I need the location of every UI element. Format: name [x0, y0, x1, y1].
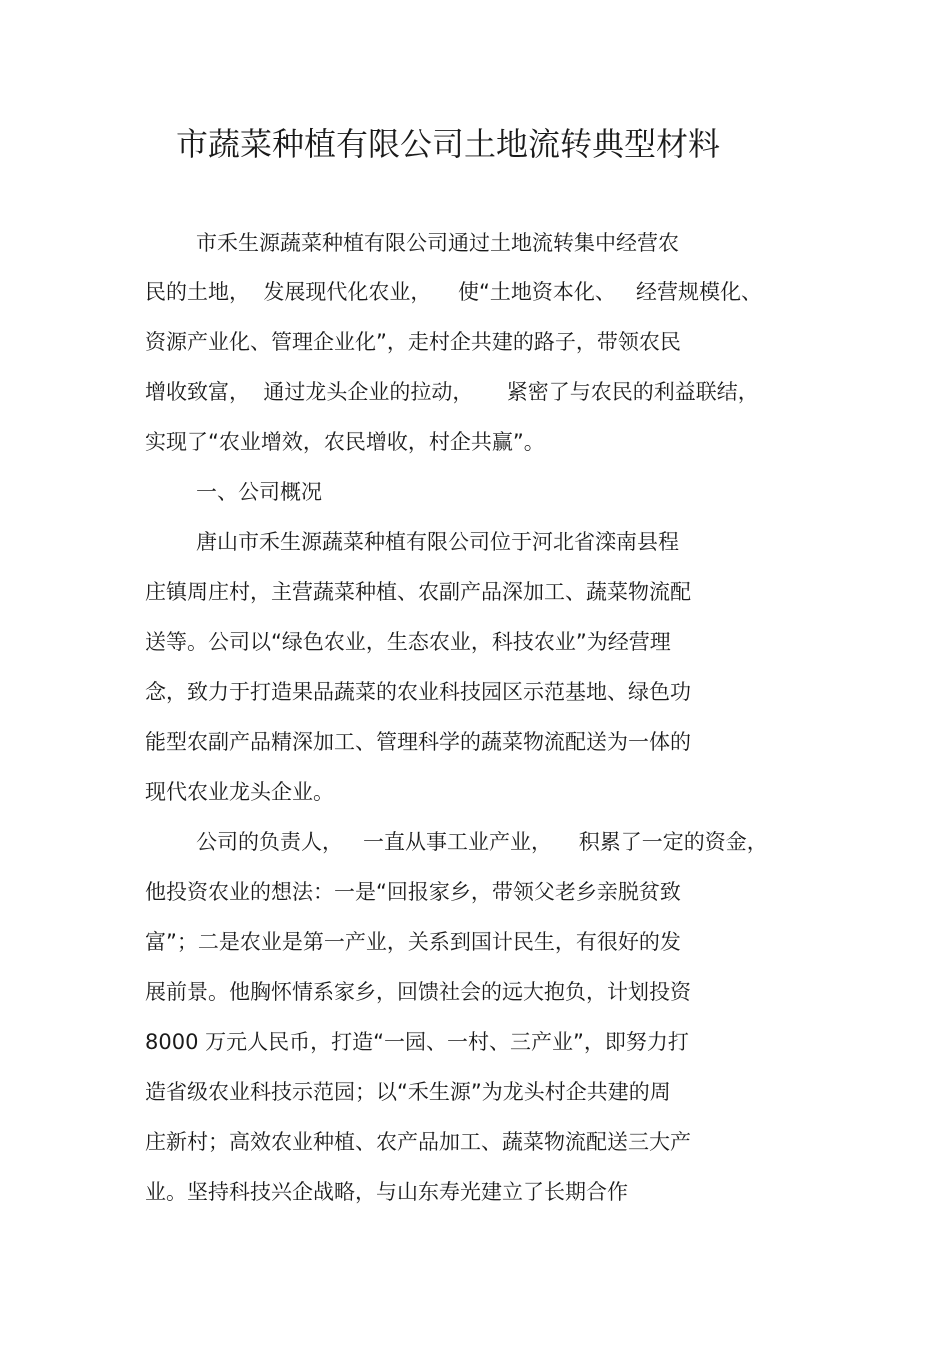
- paragraph-line: 造省级农业科技示范园；以“禾生源”为龙头村企共建的周: [145, 1080, 671, 1104]
- paragraph-line: 8000 万元人民币，打造“一园、一村、三产业”，即努力打: [145, 1030, 689, 1054]
- paragraph-line: 业。坚持科技兴企战略，与山东寿光建立了长期合作: [145, 1180, 628, 1204]
- paragraph-line: 资源产业化、管理企业化”，走村企共建的路子，带领农民: [145, 330, 681, 354]
- paragraph-line: 庄镇周庄村，主营蔬菜种植、农副产品深加工、蔬菜物流配: [145, 580, 691, 604]
- section-heading: 一、公司概况: [196, 480, 322, 504]
- paragraph-line: 公司的负责人， 一直从事工业产业， 积累了一定的资金，: [196, 830, 768, 854]
- paragraph-line: 他投资农业的想法：一是“回报家乡，带领父老乡亲脱贫致: [145, 880, 681, 904]
- paragraph-line: 民的土地， 发展现代化农业， 使“土地资本化、 经营规模化、: [145, 280, 762, 304]
- paragraph-line: 增收致富， 通过龙头企业的拉动， 紧密了与农民的利益联结，: [145, 380, 759, 404]
- paragraph-line: 实现了“农业增效，农民增收，村企共赢”。: [145, 430, 545, 454]
- paragraph-line: 送等。公司以“绿色农业，生态农业，科技农业”为经营理: [145, 630, 671, 654]
- paragraph-line: 念，致力于打造果品蔬菜的农业科技园区示范基地、绿色功: [145, 680, 691, 704]
- paragraph-line: 现代农业龙头企业。: [145, 780, 334, 804]
- paragraph-line: 富”；二是农业是第一产业，关系到国计民生，有很好的发: [145, 930, 681, 954]
- paragraph-line: 庄新村；高效农业种植、农产品加工、蔬菜物流配送三大产: [145, 1130, 691, 1154]
- paragraph-line: 展前景。他胸怀情系家乡，回馈社会的远大抱负，计划投资: [145, 980, 691, 1004]
- paragraph-line: 能型农副产品精深加工、管理科学的蔬菜物流配送为一体的: [145, 730, 691, 754]
- paragraph-line: 市禾生源蔬菜种植有限公司通过土地流转集中经营农: [196, 231, 679, 255]
- paragraph-line: 唐山市禾生源蔬菜种植有限公司位于河北省滦南县程: [196, 530, 679, 554]
- document-title: 市蔬菜种植有限公司土地流转典型材料: [176, 125, 721, 163]
